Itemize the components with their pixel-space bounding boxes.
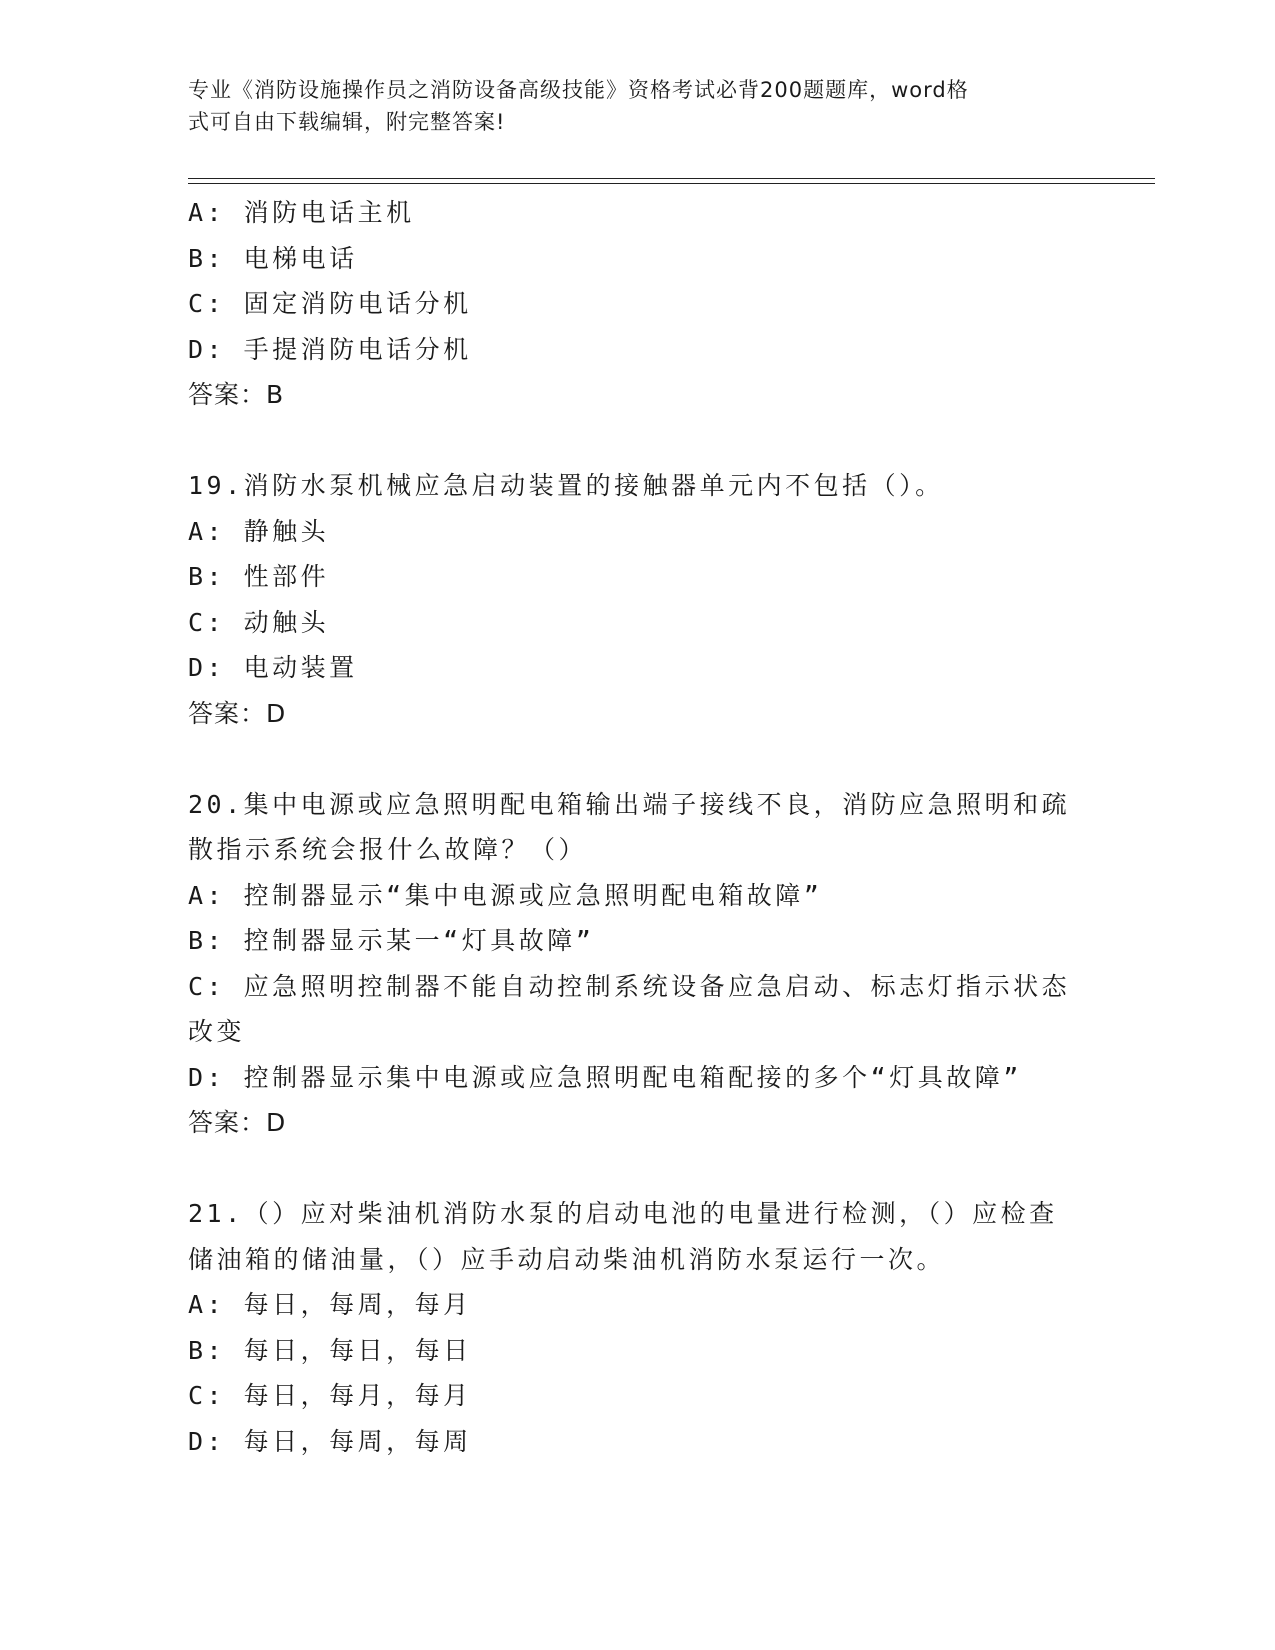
option-a: A: 控制器显示“集中电源或应急照明配电箱故障”: [188, 880, 823, 910]
question-content: [188, 190, 1088, 1464]
option-c-line-2: 改变: [188, 1017, 246, 1046]
answer-line: 答案：D: [188, 698, 287, 728]
option-c: C: 固定消防电话分机: [188, 289, 472, 318]
option-d: D: 每日，每周，每周: [188, 1426, 472, 1456]
option-a: A: 消防电话主机: [188, 198, 415, 227]
option-c: C: 每日，每月，每月: [188, 1381, 472, 1410]
question-18-block: [188, 190, 1088, 418]
question-text-line-2: 储油箱的储油量，（）应手动启动柴油机消防水泵运行一次。: [188, 1244, 946, 1274]
option-a: A: 每日，每周，每月: [188, 1290, 472, 1319]
option-b: B: 电梯电话: [188, 243, 358, 273]
option-b: B: 控制器显示某一“灯具故障”: [188, 926, 595, 955]
header-divider-top: [188, 178, 1155, 179]
question-text: 19.消防水泵机械应急启动装置的接触器单元内不包括（）。: [188, 471, 944, 500]
spacer: [188, 736, 1088, 782]
question-text-line-2: 散指示系统会报什么故障？（）: [188, 835, 588, 864]
question-text-line-1: 20.集中电源或应急照明配电箱输出端子接线不良，消防应急照明和疏: [188, 789, 1071, 819]
answer-line: 答案：B: [188, 380, 285, 409]
question-19-block: [188, 463, 1088, 736]
answer-line: 答案：D: [188, 1108, 287, 1137]
document-header: [188, 74, 1068, 138]
option-d: D: 电动装置: [188, 653, 358, 682]
question-20-block: [188, 782, 1088, 1146]
option-a: A: 静触头: [188, 516, 330, 546]
option-d: D: 手提消防电话分机: [188, 334, 472, 364]
header-line-1: 专业《消防设施操作员之消防设备高级技能》资格考试必背200题题库，word格: [188, 78, 969, 102]
option-d: D: 控制器显示集中电源或应急照明配电箱配接的多个“灯具故障”: [188, 1062, 1022, 1092]
header-divider-bottom: [188, 183, 1155, 184]
spacer: [188, 418, 1088, 464]
option-c: C: 动触头: [188, 607, 330, 637]
option-c-line-1: C: 应急照明控制器不能自动控制系统设备应急启动、标志灯指示状态: [188, 971, 1071, 1001]
option-b: B: 每日，每日，每日: [188, 1335, 472, 1365]
spacer: [188, 1146, 1088, 1192]
option-b: B: 性部件: [188, 562, 330, 591]
header-line-2: 式可自由下载编辑，附完整答案!: [188, 110, 506, 134]
question-21-block: [188, 1191, 1088, 1464]
question-text-line-1: 21.（）应对柴油机消防水泵的启动电池的电量进行检测，（）应检查: [188, 1199, 1058, 1228]
